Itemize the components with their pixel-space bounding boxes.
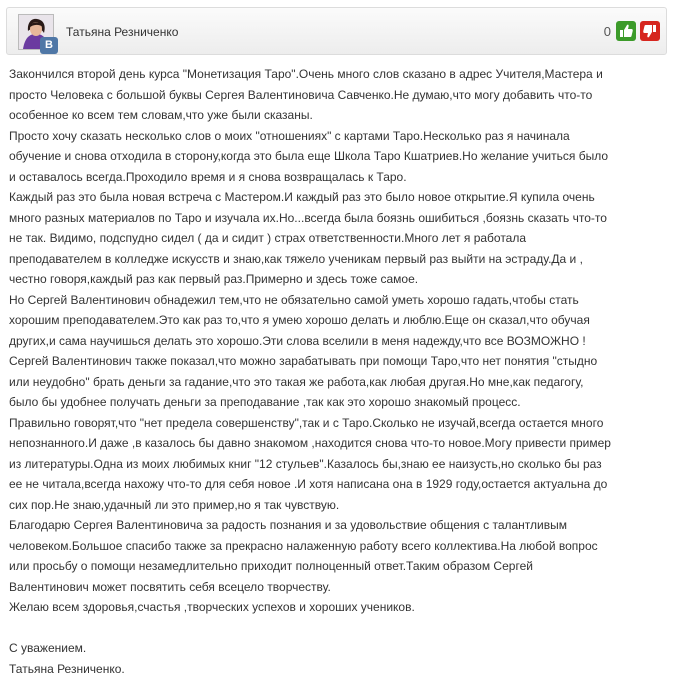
comment-body xyxy=(9,64,669,679)
comment-line: честно говоря,каждый раз как первый раз.Примерно и здесь тоже самое. xyxy=(9,269,669,290)
comment-line: не так. Видимо, подспудно сидел ( да и сидит ) страх ответственности.Много лет я работала xyxy=(9,228,669,249)
comment-line: или просьбу о помощи незамедлительно приходит полноценный ответ.Таким образом Сергей xyxy=(9,556,669,577)
comment-line: Желаю всем здоровья,счастья ,творческих успехов и хороших учеников. xyxy=(9,597,669,618)
comment-line: или неудобно" брать деньги за гадание,что это такая же работа,как любая другая.Но мне,как педагогу, xyxy=(9,372,669,393)
comment-line: Валентинович может посвятить себя всецело творчеству. xyxy=(9,577,669,598)
comment-line: ее не читала,всегда нахожу что-то для себя новое .И хотя написана она в 1929 году,остается актуальна до xyxy=(9,474,669,495)
comment-line: много разных материалов по Таро и изучала их.Но...всегда была боязнь ошибиться ,боязнь сказать что-то xyxy=(9,208,669,229)
comment-line: преподавателем в колледже искусств и знаю,как тяжело ученикам первый раз выйти на эстраду.Да и , xyxy=(9,249,669,270)
comment-line: других,и сама научишься делать это хорошо.Эти слова вселили в меня надежду,что все ВОЗМОЖНО ! xyxy=(9,331,669,352)
comment-line: обучение и снова отходила в сторону,когда это была еще Школа Таро Кшатриев.Но желание учиться было xyxy=(9,146,669,167)
comment-line: Но Сергей Валентинович обнадежил тем,что не обязательно самой уметь хорошо гадать,чтобы стать xyxy=(9,290,669,311)
comment-line: хорошим преподавателем.Это как раз то,что я умею хорошо делать и люблю.Еще он сказал,что обучая xyxy=(9,310,669,331)
paragraph-gap xyxy=(9,618,669,639)
thumbs-down-icon xyxy=(640,21,660,41)
vote-down-button[interactable] xyxy=(640,21,660,41)
comment-line: Закончился второй день курса "Монетизация Таро".Очень много слов сказано в адрес Учителя,Мастера и xyxy=(9,64,669,85)
comment-line: и оставалось всегда.Проходило время и я снова возвращалась к Таро. xyxy=(9,167,669,188)
comment-header xyxy=(6,7,667,55)
comment-line: сих пор.Не знаю,удачный ли это пример,но я так чувствую. xyxy=(9,495,669,516)
author-name[interactable]: Татьяна Резниченко xyxy=(66,25,178,39)
vk-badge-icon[interactable]: В xyxy=(40,37,58,54)
comment-line: просто Человека с большой буквы Сергея Валентиновича Савченко.Не думаю,что могу добавить что-то xyxy=(9,85,669,106)
comment-line: непознанного.И даже ,в казалось бы давно знакомом ,находится снова что-то новое.Могу привести пример xyxy=(9,433,669,454)
comment-line: Благодарю Сергея Валентиновича за радость познания и за удовольствие общения с талантливым xyxy=(9,515,669,536)
comment-line: Просто хочу сказать несколько слов о моих "отношениях" с картами Таро.Несколько раз я начинала xyxy=(9,126,669,147)
rating-count: 0 xyxy=(604,24,611,39)
comment-line: Сергей Валентинович также показал,что можно зарабатывать при помощи Таро,что нет понятия "стыдно xyxy=(9,351,669,372)
comment-line: Правильно говорят,что "нет предела совершенству",так и с Таро.Сколько не изучай,всегда остается много xyxy=(9,413,669,434)
comment-closing: С уважением. xyxy=(9,638,669,659)
comment-line: Каждый раз это была новая встреча с Мастером.И каждый раз это было новое открытие.Я купила очень xyxy=(9,187,669,208)
comment-line: особенное ко всем тем словам,что уже были сказаны. xyxy=(9,105,669,126)
thumbs-up-icon xyxy=(616,21,636,41)
comment-line: человеком.Большое спасибо также за прекрасно налаженную работу всего коллектива.На любой вопрос xyxy=(9,536,669,557)
comment-line: из литературы.Одна из моих любимых книг "12 стульев".Казалось бы,знаю ее наизусть,но сколько бы раз xyxy=(9,454,669,475)
comment-signature: Татьяна Резниченко. xyxy=(9,659,669,679)
comment-line: было бы удобнее получать деньги за преподавание ,так как это хорошо знакомый процесс. xyxy=(9,392,669,413)
vote-up-button[interactable] xyxy=(616,21,636,41)
